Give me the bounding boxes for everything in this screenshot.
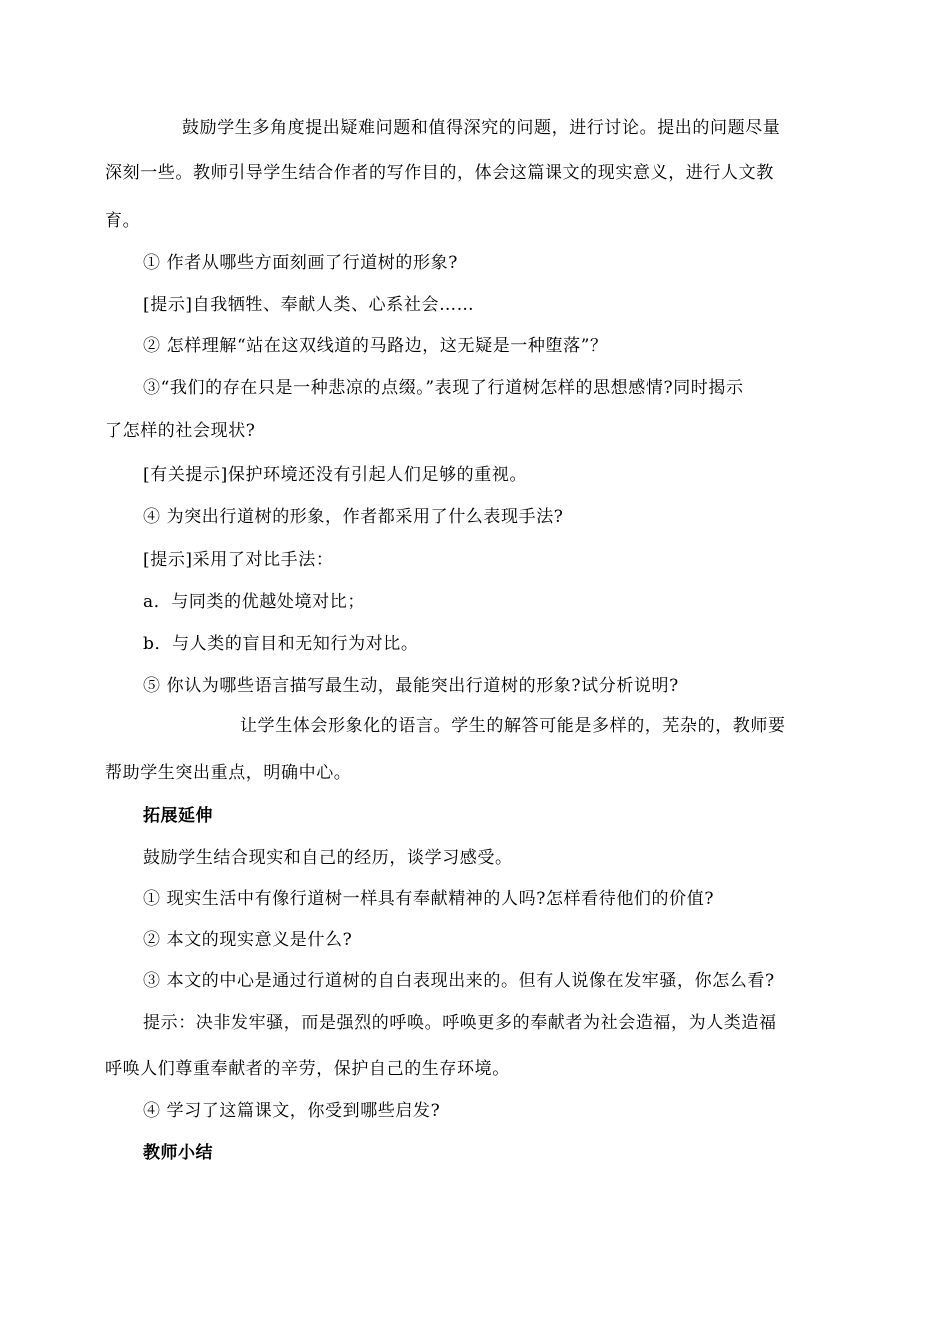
question-3: ③ 本文的中心是通过行道树的自白表现出来的。但有人说像在发牢骚，你怎么看?: [143, 971, 775, 991]
hint-line: 提示：决非发牢骚，而是强烈的呼唤。呼唤更多的奉献者为社会造福，为人类造福: [143, 1013, 777, 1033]
question-4: ④ 为突出行道树的形象，作者都采用了什么表现手法?: [143, 507, 564, 527]
paragraph-line: 鼓励学生结合现实和自己的经历，谈学习感受。: [143, 848, 513, 868]
paragraph-line: 深刻一些。教师引导学生结合作者的写作目的，体会这篇课文的现实意义，进行人文教: [105, 163, 774, 183]
question-2: ② 本文的现实意义是什么?: [143, 930, 353, 950]
list-item-a: a．与同类的优越处境对比；: [143, 592, 365, 612]
hint-line: [提示]自我牺牲、奉献人类、心系社会……: [143, 295, 475, 315]
question-4: ④ 学习了这篇课文，你受到哪些启发?: [143, 1101, 441, 1121]
hint-line: [提示]采用了对比手法：: [143, 550, 334, 570]
hint-line: [有关提示]保护环境还没有引起人们足够的重视。: [143, 465, 528, 485]
question-2: ② 怎样理解“站在这双线道的马路边，这无疑是一种堕落”？: [143, 336, 608, 356]
paragraph-line: 让学生体会形象化的语言。学生的解答可能是多样的，芜杂的，教师要: [240, 716, 786, 736]
paragraph-line: 帮助学生突出重点，明确中心。: [105, 763, 352, 783]
paragraph-line: 鼓励学生多角度提出疑难问题和值得深究的问题，进行讨论。提出的问题尽量: [182, 118, 781, 138]
section-heading-extension: 拓展延伸: [143, 806, 213, 826]
question-1: ① 作者从哪些方面刻画了行道树的形象?: [143, 253, 458, 273]
question-1: ① 现实生活中有像行道树一样具有奉献精神的人吗?怎样看待他们的价值?: [143, 889, 715, 909]
question-3-continued: 了怎样的社会现状?: [105, 421, 256, 441]
paragraph-line: 育。: [105, 211, 141, 231]
question-3: ③“我们的存在只是一种悲凉的点缀。”表现了行道树怎样的思想感情?同时揭示: [143, 378, 744, 398]
list-item-b: b．与人类的盲目和无知行为对比。: [143, 634, 419, 654]
section-heading-summary: 教师小结: [143, 1143, 213, 1163]
question-5: ⑤ 你认为哪些语言描写最生动，最能突出行道树的形象?试分析说明?: [143, 676, 679, 696]
hint-line-continued: 呼唤人们尊重奉献者的辛劳，保护自己的生存环境。: [105, 1059, 510, 1079]
